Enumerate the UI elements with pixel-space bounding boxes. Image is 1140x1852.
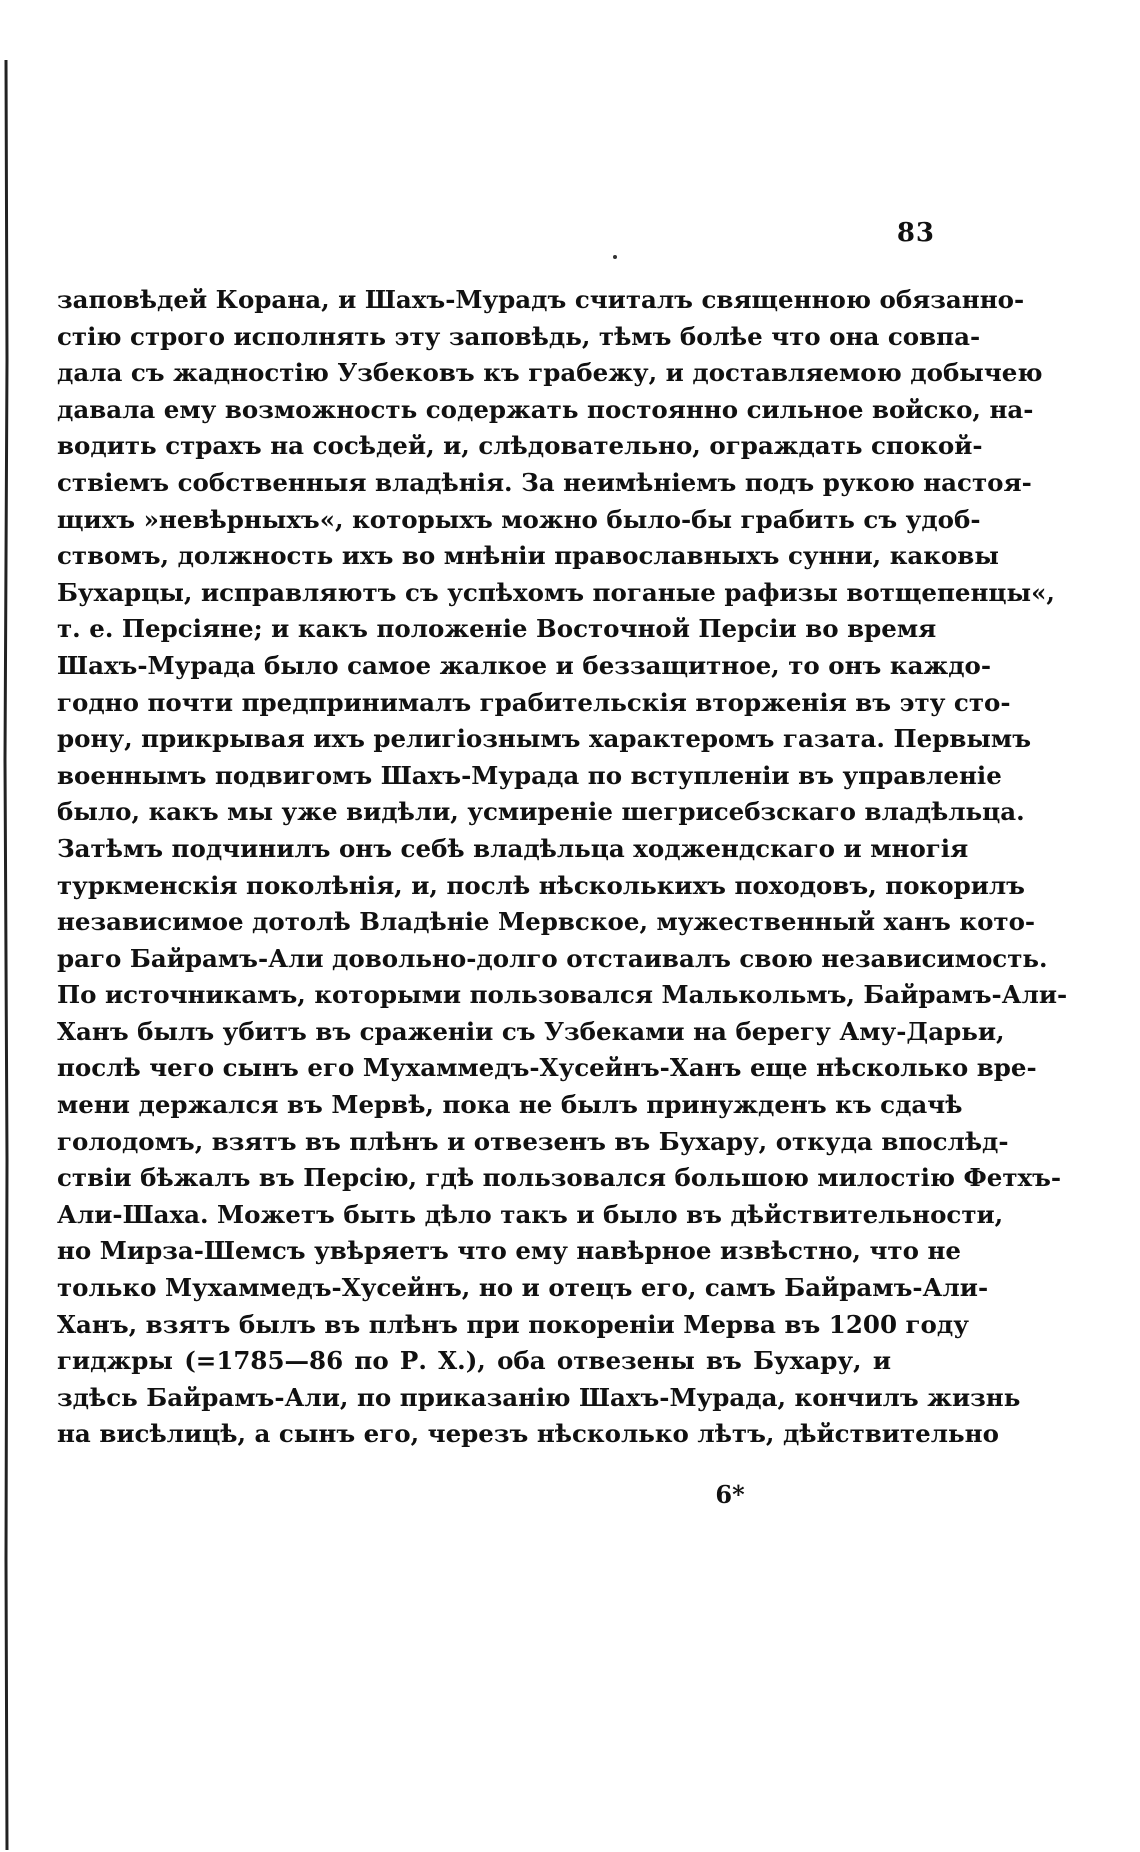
stray-ink-dot [613,255,617,259]
text-line: По источникамъ, которыми пользовался Малькольмъ, Байрамъ-Али- [57,980,1068,1010]
text-line: стію строго исполнять эту заповѣдь, тѣмъ болѣе что она совпа- [57,321,981,351]
text-line: туркменскія поколѣнія, и, послѣ нѣсколькихъ походовъ, покорилъ [57,870,1025,900]
text-line: Затѣмъ подчинилъ онъ себѣ владѣльца ходжендскаго и многія [57,833,969,863]
text-line: давала ему возможность содержать постоянно сильное войско, на- [57,394,1034,424]
text-line: т. е. Персіяне; и какъ положеніе Восточной Персіи во время [57,614,937,644]
text-line: заповѣдей Корана, и Шахъ-Мурадъ считалъ священною обязанно- [57,285,1025,314]
text-line: Ханъ, взятъ былъ въ плѣнъ при покореніи Мерва въ 1200 году [57,1309,969,1339]
text-line: но Мирза-Шемсъ увѣряетъ что ему навѣрное извѣстно, что не [57,1236,961,1266]
text-line: рону, прикрывая ихъ религіознымъ характеромъ газата. Первымъ [57,724,1032,754]
page-edge-shadow [4,60,9,1850]
text-line: независимое дотолѣ Владѣніе Мервское, мужественный ханъ кото- [57,907,1036,937]
text-line: Бухарцы, исправляютъ съ успѣхомъ поганые рафизы вотщепенцы«, [57,577,1055,607]
text-line: ствіемъ собственныя владѣнія. За неимѣніемъ подъ рукою настоя- [57,467,1032,497]
text-line: только Мухаммедъ-Хусейнъ, но и отецъ его, самъ Байрамъ-Али- [57,1273,989,1303]
text-line: гиджры (=1785—86 по Р. Х.), оба отвезены въ Бухару, и [57,1346,891,1376]
text-line: раго Байрамъ-Али довольно-долго отстаивалъ свою независимость. [57,943,1048,973]
text-line: послѣ чего сынъ его Мухаммедъ-Хусейнъ-Ханъ еще нѣсколько вре- [57,1053,1037,1083]
text-line: голодомъ, взятъ въ плѣнъ и отвезенъ въ Бухару, откуда впослѣд- [57,1126,1009,1156]
signature-mark: 6* [715,1480,745,1509]
text-line: Ханъ былъ убитъ въ сраженіи съ Узбеками на берегу Аму-Дарьи, [57,1016,1005,1046]
text-line: было, какъ мы уже видѣли, усмиреніе шегрисебзскаго владѣльца. [57,797,1025,827]
text-line: Шахъ-Мурада было самое жалкое и беззащитное, то онъ каждо- [57,650,992,680]
page-number: 83 [896,218,935,248]
text-line: водить страхъ на сосѣдей, и, слѣдовательно, ограждать спокой- [57,431,983,461]
text-line: на висѣлицѣ, а сынъ его, черезъ нѣсколько лѣтъ, дѣйствительно [57,1419,999,1449]
text-line: дала съ жадностію Узбековъ къ грабежу, и доставляемою добычею [57,358,1043,388]
text-line: военнымъ подвигомъ Шахъ-Мурада по вступленіи въ управленіе [57,760,1002,790]
body-text [57,282,1068,1453]
text-line: щихъ »невѣрныхъ«, которыхъ можно было-бы грабить съ удоб- [57,504,981,534]
text-line: ствіи бѣжалъ въ Персію, гдѣ пользовался большою милостію Фетхъ- [57,1163,1062,1193]
text-line: ствомъ, должность ихъ во мнѣніи православныхъ сунни, каковы [57,541,999,571]
text-line: годно почти предпринималъ грабительскія вторженія въ эту сто- [57,687,1011,717]
text-line: Али-Шаха. Можетъ быть дѣло такъ и было въ дѣйствительности, [57,1199,1004,1229]
text-line: здѣсь Байрамъ-Али, по приказанію Шахъ-Мурада, кончилъ жизнь [57,1382,1021,1412]
text-line: мени держался въ Мервѣ, пока не былъ принужденъ къ сдачѣ [57,1090,963,1120]
